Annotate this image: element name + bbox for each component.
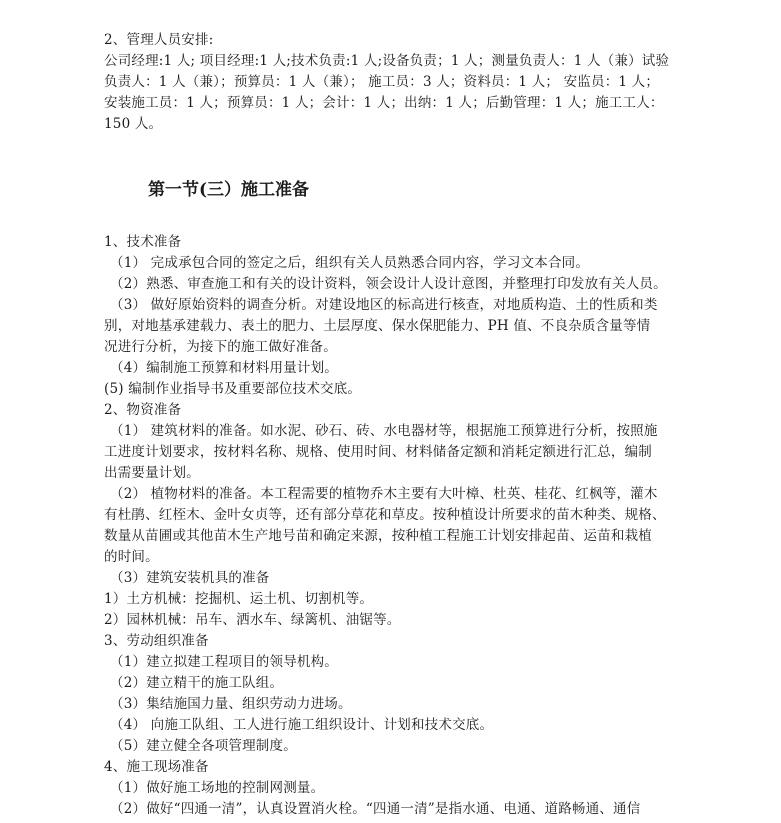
subsection-heading: 1、技术准备 (104, 234, 182, 250)
body-line: （1）建立拟建工程项目的领导机构。 (110, 654, 338, 670)
subsection-heading: 2、物资准备 (104, 402, 182, 418)
body-line: （2） 植物材料的准备。本工程需要的植物乔木主要有大叶樟、杜英、桂花、红枫等，灌木 (110, 486, 658, 502)
body-line: （1） 建筑材料的准备。如水泥、砂石、砖、水电器材等，根据施工预算进行分析，按照施 (110, 423, 658, 439)
body-line: 的时间。 (104, 549, 159, 565)
body-line: 1）土方机械：挖掘机、运土机、切割机等。 (104, 591, 374, 607)
body-line: 数量从苗圃或其他苗木生产地号苗和确定来源，按种植工程施工计划安排起苗、运苗和栽植 (104, 528, 652, 544)
body-line: (5) 编制作业指导书及重要部位技术交底。 (104, 381, 362, 397)
subsection-heading: 3、劳动组织准备 (104, 633, 209, 649)
body-line: （3）集结施国力量、组织劳动力进场。 (110, 696, 352, 712)
mgmt-line: 安装施工员：1 人；预算员：1 人；会计：1 人；出纳：1 人；后勤管理：1 人；施工工人： (104, 95, 664, 111)
body-line: 工进度计划要求，按材料名称、规格、使用时间、材料储备定额和消耗定额进行汇总，编制 (104, 444, 652, 460)
mgmt-line: 负责人：1 人（兼）；预算员：1 人（兼）； 施工员：3 人；资料员：1 人； 安监员：1 人； (104, 74, 660, 90)
body-line: 出需要量计划。 (104, 465, 200, 481)
subsection-heading: 4、施工现场准备 (104, 759, 209, 775)
body-line: 2）园林机械：吊车、洒水车、绿篱机、油锯等。 (104, 612, 401, 628)
body-line: （2）建立精干的施工队组。 (110, 675, 284, 691)
body-line: （1） 完成承包合同的签定之后，组织有关人员熟悉合同内容，学习文本合同。 (110, 255, 590, 271)
body-line: （4）编制施工预算和材料用量计划。 (110, 360, 338, 376)
body-line: （2）熟悉、审查施工和有关的设计资料，领会设计人设计意图，并整理打印发放有关人员。 (110, 276, 667, 292)
mgmt-heading: 2、管理人员安排: (104, 32, 214, 48)
mgmt-line: 公司经理:1 人; 项目经理:1 人;技术负责:1 人;设备负责；1 人；测量负责人：1 人（兼）试验 (104, 53, 670, 69)
mgmt-line: 150 人。 (104, 116, 163, 132)
body-line: 况进行分析，为接下的施工做好准备。 (104, 339, 337, 355)
body-line: （3） 做好原始资料的调查分析。对建设地区的标高进行核查，对地质构造、土的性质和类 (110, 297, 658, 313)
body-line: （5）建立健全各项管理制度。 (110, 738, 297, 754)
body-line: （1）做好施工场地的控制网测量。 (110, 780, 325, 796)
body-line: （3）建筑安装机具的准备 (110, 570, 270, 586)
body-line: （2）做好“四通一清”，认真设置消火栓。“四通一清”是指水通、电通、道路畅通、通信 (110, 801, 641, 817)
body-line: 别，对地基承建载力、表土的肥力、土层厚度、保水保肥能力、PH 值、不良杂质含量等情 (104, 318, 651, 334)
body-line: （4） 向施工队组、工人进行施工组织设计、计划和技术交底。 (110, 717, 494, 733)
section-title: 第一节(三）施工准备 (148, 180, 310, 200)
body-line: 有杜鹃、红桎木、金叶女贞等，还有部分草花和草皮。按种植设计所要求的苗木种类、规格、 (104, 507, 666, 523)
